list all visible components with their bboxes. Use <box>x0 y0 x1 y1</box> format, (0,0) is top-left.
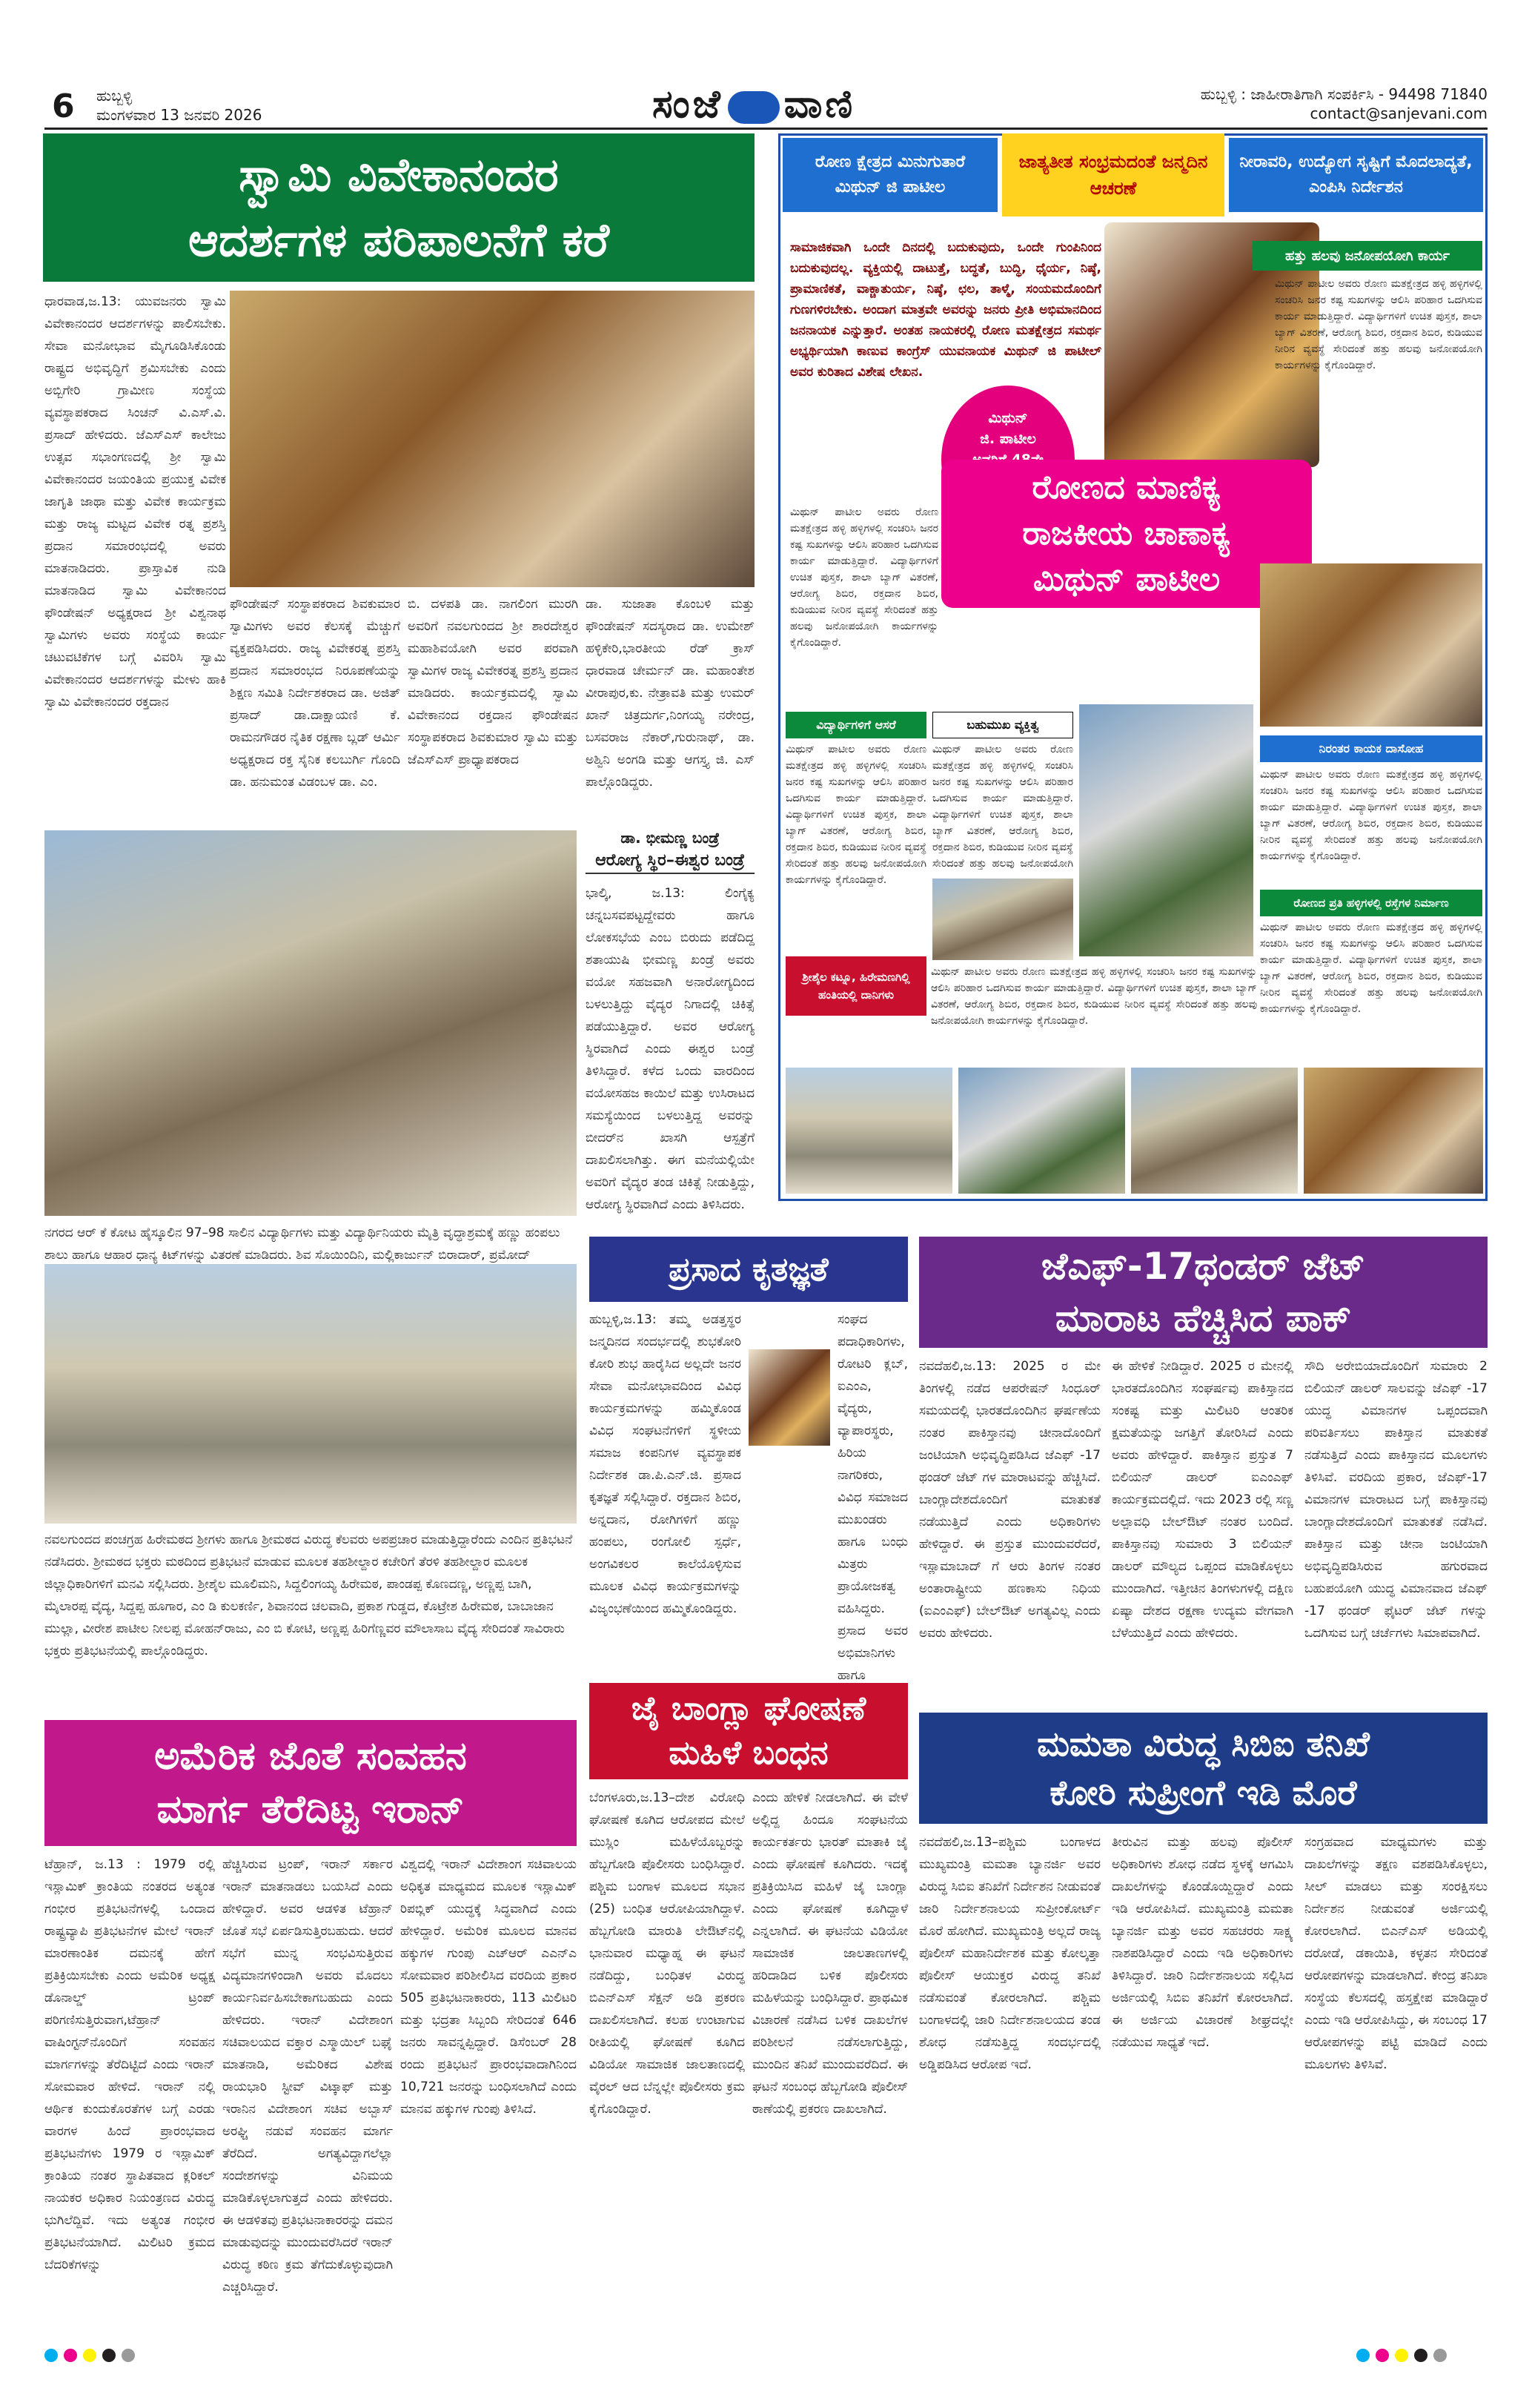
protest-caption: ನವಲಗುಂದದ ಪಂಚಗ್ರಹ ಹಿರೇಮಠದ ಶ್ರೀಗಳು ಹಾಗೂ ಶ್ರೀಮಠದ ವಿರುದ್ಧ ಕೆಲವರು ಅಪಪ್ರಚಾರ ಮಾಡುತ್ತಿದ್ದಾರೆಂದು ಎಂದಿನ ಪ್ರತಿಭಟನೆ ನಡೆಸಿದರು. ಶ್ರೀಮಠದ ಭಕ್ತರು ಮಠದಿಂದ ಪ್ರತಿಭಟನೆ ಮಾಡುವ ಮೂಲಕ ತಹಶೀಲ್ದಾರ ಕಚೇರಿಗೆ ತೆರಳಿ ತಹಶೀಲ್ದಾರ ಮೂಲಕ ಜಿಲ್ಲಾಧಿಕಾರಿಗಳಿಗೆ ಮನವಿ ಸಲ್ಲಿಸಿದರು. ಶ್ರೀಶೈಲ ಮೂಲಿಮನಿ, ಸಿದ್ದಲಿಂಗಯ್ಯ ಹಿರೇಮಠ, ಪಾಂಡಪ್ಪ ಕೊಣದಣ್ಣ, ಅಣ್ಣಪ್ಪ ಬಾಗಿ, ಮೈಲಾರಪ್ಪ ವೈದ್ಯ, ಸಿದ್ದಪ್ಪ ಹೂಗಾರ, ಎಂ ಡಿ ಕುಲಕರ್ಣಿ, ಶಿವಾನಂದ ಚಲವಾದಿ, ಪ್ರಕಾಶ ಗುಡ್ಡದ, ಕೊಟ್ರೇಶ ಹಿರೇಮಠ, ಬಾಬಾಜಾನ ಮುಲ್ಲಾ, ವೀರೇಶ ಪಾಟೀಲ ನೀಲಪ್ಪ ಮೋಹನ್‌ರಾಜು, ಎಂ ಬಿ ಕೋಟಿ, ಅಣ್ಣಪ್ಪ ಹಿರಿಗೆಣ್ಣವರ ಮೌಲಾಸಾಬ ವೈದ್ಯ ಸೇರಿದಂತೆ ಸಾವಿರಾರು ಭಕ್ತರು ಪ್ರತಿಭಟನೆಯಲ್ಲಿ ಪಾಲ್ಗೊಂಡಿದ್ದರು. <box>44 1532 573 1658</box>
headline-prasad: ಪ್ರಸಾದ ಕೃತಜ್ಞತೆ <box>589 1237 908 1302</box>
newspaper-logo <box>652 82 855 128</box>
black-dot-icon <box>1414 2349 1427 2362</box>
ad-birthday-badge: ಮಿಥುನ್ ಜಿ. ಪಾಟೀಲ <box>941 386 1075 534</box>
bandre-body: ಭಾಲ್ಕಿ, ಜ.13: ಲಿಂಗೈಕ್ಯ ಚನ್ನಬಸವಪಟ್ಟದ್ದೇವರು ಹಾಗೂ ಲೋಕಸಭೆಯ ಎಂಬ ಬಿರುದು ಪಡೆದಿದ್ದ ಶತಾಯುಷಿ ಭೀಮಣ್ಣ ಖಂಡ್ರೆ ಅವರು ವಯೋ ಸಹಜವಾಗಿ ಅನಾರೋಗ್ಯದಿಂದ ಬಳಲುತ್ತಿದ್ದು ವೈದ್ಯರ ನಿಗಾದಲ್ಲಿ ಚಿಕಿತ್ಸೆ ಪಡೆಯುತ್ತಿದ್ದಾರೆ. ಅವರ ಆರೋಗ್ಯ ಸ್ಥಿರವಾಗಿದೆ ಎಂದು ಈಶ್ವರ ಬಂಡ್ರೆ ತಿಳಿಸಿದ್ದಾರೆ. ಕಳೆದ ಒಂದು ವಾರದಿಂದ ವಯೋಸಹಜ ಕಾಯಿಲೆ ಮತ್ತು ಉಸಿರಾಟದ ಸಮಸ್ಯೆಯಿಂದ ಬಳಲುತ್ತಿದ್ದ ಅವರನ್ನು ಬೀದರ್‌ನ ಖಾಸಗಿ ಆಸ್ಪತ್ರೆಗೆ ದಾಖಲಿಸಲಾಗಿತ್ತು. ಈಗ ಮನೆಯಲ್ಲಿಯೇ ಅವರಿಗೆ ವೈದ್ಯರ ತಂಡ ಚಿಕಿತ್ಸೆ ನೀಡುತ್ತಿದ್ದು, ಆರೋಗ್ಯ ಸ್ಥಿರವಾಗಿದೆ ಎಂದು ತಿಳಿಸಿದರು. <box>586 886 755 1212</box>
bandre-kicker: ಡಾ. ಭೀಮಣ್ಣ ಬಂಡ್ರೆ <box>620 829 720 847</box>
ad-personality-text: ಮಿಥುನ್ ಪಾಟೀಲ ಅವರು ರೋಣ ಮತಕ್ಷೇತ್ರದ ಹಳ್ಳಿ ಹಳ್ಳಿಗಳಲ್ಲಿ ಸಂಚರಿಸಿ ಜನರ ಕಷ್ಟ ಸುಖಗಳನ್ನು ಆಲಿಸಿ ಪರಿಹಾರ ಒದಗಿಸುವ ಕಾರ್ಯ ಮಾಡುತ್ತಿದ್ದಾರೆ. ವಿದ್ಯಾರ್ಥಿಗಳಿಗೆ ಉಚಿತ ಪುಸ್ತಕ, ಶಾಲಾ ಬ್ಯಾಗ್ ವಿತರಣೆ, ಆರೋಗ್ಯ ಶಿಬಿರ, ರಕ್ತದಾನ ಶಿಬಿರ, ಕುಡಿಯುವ ನೀರಿನ ವ್ಯವಸ್ಥೆ ಸೇರಿದಂತೆ ಹತ್ತು ಹಲವು ಜನೋಪಯೋಗಿ <box>932 744 1073 870</box>
vivekananda-event-photo <box>230 291 755 587</box>
jai-bangla-col1: ಬೆಂಗಳೂರು,ಜ.13–ದೇಶ ವಿರೋಧಿ ಘೋಷಣೆ ಕೂಗಿದ ಆರೋಪದ ಮೇಲೆ ಮುಸ್ಲಿಂ ಮಹಿಳೆಯೊಬ್ಬರನ್ನು ಹೆಬ್ಬಗೋಡಿ ಪೊಲೀಸರು ಬಂಧಿಸಿದ್ದಾರೆ. ಪಶ್ಚಿಮ ಬಂಗಾಳ ಮೂಲದ ಸಭಾನ (25) ಬಂಧಿತ ಆರೋಪಿಯಾಗಿದ್ದಾಳೆ. ಹೆಬ್ಬಗೋಡಿ ಮಾರುತಿ ಲೇಔಟ್‌ನಲ್ಲಿ ಭಾನುವಾರ ಮಧ್ಯಾಹ್ನ ಈ ಘಟನೆ ನಡೆದಿದ್ದು, ಬಂಧಿತಳ ವಿರುದ್ಧ ಬಿಎನ್‌ಎಸ್ ಸೆಕ್ಷನ್ ಅಡಿ ಪ್ರಕರಣ ದಾಖಲಿಸಲಾಗಿದೆ. ಕಲಹ ಉಂಟಾಗುವ ರೀತಿಯಲ್ಲಿ ಘೋಷಣೆ ಕೂಗಿದ ವಿಡಿಯೋ ಸಾಮಾಜಿಕ ಜಾಲತಾಣದಲ್ಲಿ ವೈರಲ್ ಆದ ಬೆನ್ನಲ್ಲೇ ಪೊಲೀಸರು ಕ್ರಮ ಕೈಗೊಂಡಿದ್ದಾರೆ. <box>589 1790 745 2117</box>
logo-right-text: ವಾಣಿ <box>783 82 856 127</box>
vivekananda-body-mid2: ಬಿ. ದಳಪತಿ ಡಾ. ನಾಗಲಿಂಗ ಮುರಗಿ ಅವರಿಗೆ ನವಲಗುಂದದ ಶ್ರೀ ಶಾರದೇಶ್ವರ ಮಹಾಶಿವಯೋಗಿ ಅವರ ಪರವಾಗಿ ಸ್ವಾಮಿಗಳ ರಾಜ್ಯ ವಿವೇಕರತ್ನ ಪ್ರಶಸ್ತಿ ಪ್ರದಾನ ಮಾಡಿದರು. ಕಾರ್ಯಕ್ರಮದಲ್ಲಿ ಸ್ವಾಮಿ ವಿವೇಕಾನಂದ ರಕ್ತದಾನ ಫೌಂಡೇಷನ ಸಂಸ್ಥಾಪಕರಾದ ಶಿವಕುಮಾರ ಸ್ವಾಮಿ ಮತ್ತು ಜೆಎಸ್ಎಸ್ ಪ್ರಾಧ್ಯಾಪಕರಾದ <box>408 597 578 767</box>
logo-left-text: ಸಂಜೆ <box>652 82 723 127</box>
headline-iran: ಅಮೆರಿಕ ಜೊತೆ ಸಂವಹನ ಮಾರ್ಗ ತೆರೆದಿಟ್ಟ ಇರಾನ್ <box>44 1720 577 1846</box>
ad-small-tab-students: ವಿದ್ಯಾರ್ಥಿಗಳಿಗೆ ಆಸರೆ <box>786 712 926 738</box>
cyan-dot-icon <box>44 2349 58 2362</box>
ad-green-tab: ಹತ್ತು ಹಲವು ಜನೋಪಯೋಗಿ ಕಾರ್ಯ <box>1253 241 1482 271</box>
headline-vivekananda: ಸ್ವಾಮಿ ವಿವೇಕಾನಂದರ ಆದರ್ಶಗಳ ಪರಿಪಾಲನೆಗೆ ಕರೆ <box>43 133 755 282</box>
ad-dasoha-text: ಮಿಥುನ್ ಪಾಟೀಲ ಅವರು ರೋಣ ಮತಕ್ಷೇತ್ರದ ಹಳ್ಳಿ ಹಳ್ಳಿಗಳಲ್ಲಿ ಸಂಚರಿಸಿ ಜನರ ಕಷ್ಟ ಸುಖಗಳನ್ನು ಆಲಿಸಿ ಪರಿಹಾರ ಒದಗಿಸುವ ಕಾರ್ಯ ಮಾಡುತ್ತಿದ್ದಾರೆ. ವಿದ್ಯಾರ್ಥಿಗಳಿಗೆ ಉಚಿತ ಪುಸ್ತಕ, ಶಾಲಾ ಬ್ಯಾಗ್ ವಿತರಣೆ, ಆರೋಗ್ಯ ಶಿಬಿರ, ರಕ್ತದಾನ ಶಿಬಿರ, ಕುಡಿಯುವ ನೀರಿನ ವ್ಯವಸ್ಥೆ ಸೇರಿದಂತೆ ಹತ್ತು ಹಲವು ಜನೋಪಯೋಗಿ ಕಾರ್ಯಗಳನ್ನು ಕೈಗೊಂಡಿದ್ದಾರೆ. <box>1260 769 1482 862</box>
jf17-col3: ಸೌದಿ ಅರೇಬಿಯಾದೊಂದಿಗೆ ಸುಮಾರು 2 ಬಿಲಿಯನ್ ಡಾಲರ್ ಸಾಲವನ್ನು ಜೆಎಫ್ -17 ಯುದ್ಧ ವಿಮಾನಗಳ ಒಪ್ಪಂದವಾಗಿ ಪರಿವರ್ತಿಸಲು ಪಾಕಿಸ್ತಾನ ಮಾತುಕತೆ ನಡೆಸುತ್ತಿದೆ ಎಂದು ಪಾಕಿಸ್ತಾನದ ಮೂಲಗಳು ತಿಳಿಸಿವೆ. ವರದಿಯ ಪ್ರಕಾರ, ಜೆಎಫ್-17 ವಿಮಾನಗಳ ಮಾರಾಟದ ಬಗ್ಗೆ ಪಾಕಿಸ್ತಾನವು ಬಾಂಗ್ಲಾದೇಶದೊಂದಿಗೆ ಮಾತುಕತೆ ನಡೆಸಿದೆ. ಪಾಕಿಸ್ತಾನ ಮತ್ತು ಚೀನಾ ಜಂಟಿಯಾಗಿ ಅಭಿವೃದ್ಧಿಪಡಿಸಿರುವ ಹಗುರವಾದ ಬಹುಪಯೋಗಿ ಯುದ್ಧ ವಿಮಾನವಾದ ಜೆಎಫ್ -17 ಥಂಡರ್ ಫೈಟರ್ ಜೆಟ್ ಗಳನ್ನು ಒದಗಿಸುವ ಬಗ್ಗೆ ಚರ್ಚೆಗಳು ಸಿಮಾಪವಾಗಿದೆ. <box>1304 1359 1488 1641</box>
masthead-left <box>96 86 262 125</box>
registration-marks-right <box>1356 2349 1490 2364</box>
mamata-col3: ಸಂಗ್ರಹವಾದ ಮಾಧ್ಯಮಗಳು ಮತ್ತು ದಾಖಲೆಗಳನ್ನು ತಕ್ಷಣ ವಶಪಡಿಸಿಕೊಳ್ಳಲು, ಸೀಲ್ ಮಾಡಲು ಮತ್ತು ಸಂರಕ್ಷಿಸಲು ನಿರ್ದೇಶನ ನೀಡುವಂತೆ ಅರ್ಜಿಯಲ್ಲಿ ಕೋರಲಾಗಿದೆ. ಬಿಎನ್‌ಎಸ್ ಅಡಿಯಲ್ಲಿ ದರೋಡೆ, ಡಕಾಯಿತಿ, ಕಳ್ಳತನ ಸೇರಿದಂತೆ ಆರೋಪಗಳನ್ನು ಮಾಡಲಾಗಿದೆ. ಕೇಂದ್ರ ತನಿಖಾ ಸಂಸ್ಥೆಯ ಕೆಲಸದಲ್ಲಿ ಹಸ್ತಕ್ಷೇಪ ಮಾಡಿದ್ದಾರೆ ಎಂದು ಇಡಿ ಆರೋಪಿಸಿದ್ದು, ಈ ಸಂಬಂಧ 17 ಆರೋಪಗಳನ್ನು ಪಟ್ಟಿ ಮಾಡಿದೆ ಎಂದು ಮೂಲಗಳು ತಿಳಿಸಿವೆ. <box>1304 1835 1488 2072</box>
jf17-col1: ನವದೆಹಲಿ,ಜ.13: 2025 ರ ಮೇ ತಿಂಗಳಲ್ಲಿ ನಡೆದ ಆಪರೇಷನ್ ಸಿಂಧೂರ್ ಸಮಯದಲ್ಲಿ ಭಾರತದೊಂದಿಗಿನ ಘರ್ಷಣೆಯ ನಂತರ ಪಾಕಿಸ್ತಾನವು ಚೀನಾದೊಂದಿಗೆ ಜಂಟಿಯಾಗಿ ಅಭಿವೃದ್ಧಿಪಡಿಸಿದ ಜೆಎಫ್ -17 ಥಂಡರ್ ಜೆಟ್ ಗಳ ಮಾರಾಟವನ್ನು ಹೆಚ್ಚಿಸಿದೆ. ಬಾಂಗ್ಲಾದೇಶದೊಂದಿಗೆ ಮಾತುಕತೆ ನಡೆಯುತ್ತಿದೆ ಎಂದು ಅಧಿಕಾರಿಗಳು ಹೇಳಿದ್ದಾರೆ. ಈ ಪ್ರಸ್ತುತ ಮುಂದುವರೆದರೆ, ಇಸ್ಲಾಮಾಬಾದ್ ಗೆ ಆರು ತಿಂಗಳ ನಂತರ ಅಂತಾರಾಷ್ಟ್ರೀಯ ಹಣಕಾಸು ನಿಧಿಯ (ಐಎಂಎಫ್) ಬೇಲ್ಔಟ್ ಅಗತ್ಯವಿಲ್ಲ ಎಂದು ಅವರು ಹೇಳಿದರು. <box>919 1359 1101 1641</box>
ad-filler-left: ಮಿಥುನ್ ಪಾಟೀಲ ಅವರು ರೋಣ ಮತಕ್ಷೇತ್ರದ ಹಳ್ಳಿ ಹಳ್ಳಿಗಳಲ್ಲಿ ಸಂಚರಿಸಿ ಜನರ ಕಷ್ಟ ಸುಖಗಳನ್ನು ಆಲಿಸಿ ಪರಿಹಾರ ಒದಗಿಸುವ ಕಾರ್ಯ ಮಾಡುತ್ತಿದ್ದಾರೆ. ವಿದ್ಯಾರ್ಥಿಗಳಿಗೆ ಉಚಿತ ಪುಸ್ತಕ, ಶಾಲಾ ಬ್ಯಾಗ್ ವಿತರಣೆ, ಆರೋಗ್ಯ ಶಿಬಿರ, ರಕ್ತದಾನ ಶಿಬಿರ, ಕುಡಿಯುವ ನೀರಿನ ವ್ಯವಸ್ಥೆ ಸೇರಿದಂತೆ ಹತ್ತು ಹಲವು ಜನೋಪಯೋಗಿ ಕಾರ್ಯಗಳನ್ನು ಕೈಗೊಂಡಿದ್ದಾರೆ. <box>790 506 938 649</box>
mamata-col1: ನವದೆಹಲಿ,ಜ.13–ಪಶ್ಚಿಮ ಬಂಗಾಳದ ಮುಖ್ಯಮಂತ್ರಿ ಮಮತಾ ಬ್ಯಾನರ್ಜಿ ಅವರ ವಿರುದ್ಧ ಸಿಬಿಐ ತನಿಖೆಗೆ ನಿರ್ದೇಶನ ನೀಡುವಂತೆ ಜಾರಿ ನಿರ್ದೇಶನಾಲಯ ಸುಪ್ರೀಂಕೋರ್ಟ್ ಮೊರೆ ಹೋಗಿದೆ. ಮುಖ್ಯಮಂತ್ರಿ ಅಲ್ಲದೆ ರಾಜ್ಯ ಪೊಲೀಸ್ ಮಹಾನಿರ್ದೇಶಕ ಮತ್ತು ಕೋಲ್ಕತ್ತಾ ಪೊಲೀಸ್ ಆಯುಕ್ತರ ವಿರುದ್ಧ ತನಿಖೆ ನಡೆಸುವಂತೆ ಕೋರಲಾಗಿದೆ. ಪಶ್ಚಿಮ ಬಂಗಾಳದಲ್ಲಿ ಜಾರಿ ನಿರ್ದೇಶನಾಲಯದ ತಂಡ ಶೋಧ ನಡೆಸುತ್ತಿದ್ದ ಸಂದರ್ಭದಲ್ಲಿ ಅಡ್ಡಿಪಡಿಸಿದ ಆರೋಪ ಇದೆ. <box>919 1835 1101 2072</box>
ad-roads-text: ಮಿಥುನ್ ಪಾಟೀಲ ಅವರು ರೋಣ ಮತಕ್ಷೇತ್ರದ ಹಳ್ಳಿ ಹಳ್ಳಿಗಳಲ್ಲಿ ಸಂಚರಿಸಿ ಜನರ ಕಷ್ಟ ಸುಖಗಳನ್ನು ಆಲಿಸಿ ಪರಿಹಾರ ಒದಗಿಸುವ ಕಾರ್ಯ ಮಾಡುತ್ತಿದ್ದಾರೆ. ವಿದ್ಯಾರ್ಥಿಗಳಿಗೆ ಉಚಿತ ಪುಸ್ತಕ, ಶಾಲಾ ಬ್ಯಾಗ್ ವಿತರಣೆ, ಆರೋಗ್ಯ ಶಿಬಿರ, ರಕ್ತದಾನ ಶಿಬಿರ, ಕುಡಿಯುವ ನೀರಿನ ವ್ಯವಸ್ಥೆ ಸೇರಿದಂತೆ ಹತ್ತು ಹಲವು ಜನೋಪಯೋಗಿ ಕಾರ್ಯಗಳನ್ನು ಕೈಗೊಂಡಿದ್ದಾರೆ. <box>1260 922 1482 1015</box>
bandre-headline: ಆರೋಗ್ಯ ಸ್ಥಿರ–ಈಶ್ವರ ಬಂಡ್ರೆ <box>586 851 755 874</box>
registration-marks-left <box>44 2349 193 2364</box>
ad-sponsor-box: ಶ್ರೀಶೈಲ ಕಟ್ನೂ, ಹಿರೇಮಣಗಿಲ್ಲಿ ಹಂತಿಯಲ್ಲಿ ದಾನಿಗಳು <box>786 956 926 1016</box>
jai-bangla-col2: ಎಂದು ಹೇಳಿಕೆ ನೀಡಲಾಗಿದೆ. ಈ ವೇಳೆ ಅಲ್ಲಿದ್ದ ಹಿಂದೂ ಸಂಘಟನೆಯ ಕಾರ್ಯಕರ್ತರು ಭಾರತ್ ಮಾತಾಕಿ ಜೈ ಎಂದು ಘೋಷಣೆ ಕೂಗಿದರು. ಇದಕ್ಕೆ ಪ್ರತಿಕ್ರಿಯಿಸಿದ ಮಹಿಳೆ ಜೈ ಬಾಂಗ್ಲಾ ಎಂದು ಘೋಷಣೆ ಕೂಗಿದ್ದಾಳೆ ಎನ್ನಲಾಗಿದೆ. ಈ ಘಟನೆಯ ವಿಡಿಯೋ ಸಾಮಾಜಿಕ ಜಾಲತಾಣಗಳಲ್ಲಿ ಹರಿದಾಡಿದ ಬಳಿಕ ಪೊಲೀಸರು ಮಹಿಳೆಯನ್ನು ಬಂಧಿಸಿದ್ದಾರೆ. ಪ್ರಾಥಮಿಕ ವಿಚಾರಣೆ ನಡೆಸಿದ ಬಳಿಕ ದಾಖಲೆಗಳ ಪರಿಶೀಲನೆ ನಡೆಸಲಾಗುತ್ತಿದ್ದು, ಮುಂದಿನ ತನಿಖೆ ಮುಂದುವರೆದಿದೆ. ಈ ಘಟನೆ ಸಂಬಂಧ ಹೆಬ್ಬಗೋಡಿ ಪೊಲೀಸ್ ಠಾಣೆಯಲ್ಲಿ ಪ್ರಕರಣ ದಾಖಲಾಗಿದೆ. <box>752 1790 908 2117</box>
grey-dot-icon <box>1433 2349 1447 2362</box>
ad-tab-3: ನೀರಾವರಿ, ಉದ್ಯೋಗ ಸೃಷ್ಟಿಗೆ ಮೊದಲಾದ್ಯತೆ, ಎಂಪಿಸಿ ನಿರ್ದೇಶನ <box>1229 138 1483 212</box>
page-number: 6 <box>52 87 75 125</box>
ad-strip-photo-3 <box>1131 1068 1298 1194</box>
yellow-dot-icon <box>83 2349 96 2362</box>
vivekananda-body-mid1: ಫೌಂಡೇಷನ್ ಸಂಸ್ಥಾಪಕರಾದ ಶಿವಕುಮಾರ ಸ್ವಾಮಿಗಳು ಅವರ ಕೆಲಸಕ್ಕೆ ಮೆಚ್ಚುಗೆ ವ್ಯಕ್ತಪಡಿಸಿದರು. ರಾಜ್ಯ ವಿವೇಕರತ್ನ ಪ್ರಶಸ್ತಿ ಪ್ರದಾನ ಸಮಾರಂಭದ ನಿರೂಪಣೆಯನ್ನು ಶಿಕ್ಷಣ ಸಮಿತಿ ನಿರ್ದೇಶಕರಾದ ಡಾ. ಅಜಿತ್ ಪ್ರಸಾದ್ ಡಾ.ದಾಕ್ಷಾಯಣಿ ಕೆ. ರಾಮನಗೌಡರ ನೈತಿಕ ರಕ್ಷಣಾ ಬ್ಲಡ್ ಆರ್ಮಿ ಅಧ್ಯಕ್ಷರಾದ ರಕ್ತ ಸೈನಿಕ ಕಲಬುರ್ಗಿ ಗೊಂದಿ ಡಾ. ಹನುಮಂತ ವಿಡಂಬಳ ಡಾ. ಎಂ. <box>230 597 400 790</box>
black-dot-icon <box>102 2349 116 2362</box>
masthead-right <box>1201 85 1488 123</box>
ad-contact-line: ಹುಬ್ಬಳ್ಳಿ : ಜಾಹೀರಾತಿಗಾಗಿ ಸಂಪರ್ಕಿಸಿ - 94498 71840 <box>1200 85 1488 103</box>
ad-small-tab-roads: ರೋಣದ ಪ್ರತಿ ಹಳ್ಳಿಗಳಲ್ಲಿ ರಸ್ತೆಗಳ ನಿರ್ಮಾಣ <box>1260 890 1482 916</box>
city-label: ಹುಬ್ಬಳ್ಳಿ <box>96 87 133 105</box>
ad-tab-1: ರೋಣ ಕ್ಷೇತ್ರದ ಮಿನುಗುತಾರೆ ಮಿಥುನ್ ಜಿ ಪಾಟೀಲ <box>783 138 998 212</box>
ad-strip-photo-2 <box>958 1068 1125 1194</box>
ad-group-photo-small <box>932 879 1073 960</box>
protest-photo <box>44 1264 577 1524</box>
iran-col3: ವಿಶ್ವದಲ್ಲಿ ಇರಾನ್ ವಿದೇಶಾಂಗ ಸಚಿವಾಲಯ ಅಧಿಕೃತ ಮಾಧ್ಯಮದ ಮೂಲಕ ಇಸ್ಲಾಮಿಕ್ ರಿಪಬ್ಲಿಕ್ ಯುದ್ಧಕ್ಕೆ ಸಿದ್ಧವಾಗಿದೆ ಎಂದು ಹೇಳಿದ್ದಾರೆ. ಅಮೆರಿಕ ಮೂಲದ ಮಾನವ ಹಕ್ಕುಗಳ ಗುಂಪು ಎಚ್‌ಆರ್ ಎಎನ್‌ಎ ಸೋಮವಾರ ಪರಿಶೀಲಿಸಿದ ವರದಿಯ ಪ್ರಕಾರ 505 ಪ್ರತಿಭಟನಾಕಾರರು, 113 ಮಿಲಿಟರಿ ಮತ್ತು ಭದ್ರತಾ ಸಿಬ್ಬಂದಿ ಸೇರಿದಂತೆ 646 ಜನರು ಸಾವನ್ನಪ್ಪಿದ್ದಾರೆ. ಡಿಸೆಂಬರ್ 28 ರಂದು ಪ್ರತಿಭಟನೆ ಪ್ರಾರಂಭವಾದಾಗಿನಿಂದ 10,721 ಜನರನ್ನು ಬಂಧಿಸಲಾಗಿದೆ ಎಂದು ಮಾನವ ಹಕ್ಕುಗಳ ಗುಂಪು ತಿಳಿಸಿದೆ. <box>400 1857 577 2117</box>
prasad-body-col2: ಸಂಘದ ಪದಾಧಿಕಾರಿಗಳು, ರೋಟರಿ ಕ್ಲಬ್, ಐಎಂಎ, ವೈದ್ಯರು, ವ್ಯಾಪಾರಸ್ಥರು, ಹಿರಿಯ ನಾಗರಿಕರು, ವಿವಿಧ ಸಮಾಜದ ಮುಖಂಡರು ಹಾಗೂ ಬಂಧು ಮಿತ್ರರು ಪ್ರಾಯೋಜಕತ್ವ ವಹಿಸಿದ್ದರು. ಪ್ರಸಾದ ಅವರ ಅಭಿಮಾನಿಗಳು ಹಾಗೂ <box>838 1312 908 1683</box>
headline-mamata: ಮಮತಾ ವಿರುದ್ಧ ಸಿಬಿಐ ತನಿಖೆ ಕೋರಿ ಸುಪ್ರೀಂಗೆ ಇಡಿ ಮೊರೆ <box>919 1713 1488 1824</box>
masthead <box>44 74 1488 126</box>
headline-jf17: ಜೆಎಫ್-17ಥಂಡರ್ ಜೆಟ್ ಮಾರಾಟ ಹೆಚ್ಚಿಸಿದ ಪಾಕ್ <box>919 1237 1488 1348</box>
ad-small-tab-dasoha: ನಿರಂತರ ಕಾಯಕ ದಾಸೋಹ <box>1260 735 1482 762</box>
iran-col1: ಟೆಹ್ರಾನ್, ಜ.13 : 1979 ರಲ್ಲಿ ಇಸ್ಲಾಮಿಕ್ ಕ್ರಾಂತಿಯ ನಂತರದ ಅತ್ಯಂತ ಗಂಭೀರ ಪ್ರತಿಭಟನೆಗಳಲ್ಲಿ ಒಂದಾದ ರಾಷ್ಟ್ರವ್ಯಾಪಿ ಪ್ರತಿಭಟನೆಗಳ ಮೇಲೆ ಇರಾನ್ ಮಾರಣಾಂತಿಕ ದಮನಕ್ಕೆ ಹೇಗೆ ಪ್ರತಿಕ್ರಿಯಿಸಬೇಕು ಎಂದು ಅಮೆರಿಕ ಅಧ್ಯಕ್ಷ ಡೊನಾಲ್ಡ್ ಟ್ರಂಪ್ ಪರಿಗಣಿಸುತ್ತಿರುವಾಗ,ಟೆಹ್ರಾನ್ ವಾಷಿಂಗ್ಟನ್‌ನೊಂದಿಗೆ ಸಂವಹನ ಮಾರ್ಗಗಳನ್ನು ತೆರೆದಿಟ್ಟಿದೆ ಎಂದು ಇರಾನ್ ಸೋಮವಾರ ಹೇಳಿದೆ. ಇರಾನ್ ನಲ್ಲಿ ಆರ್ಥಿಕ ಕುಂದುಕೊರತೆಗಳ ಬಗ್ಗೆ ಎರಡು ವಾರಗಳ ಹಿಂದೆ ಪ್ರಾರಂಭವಾದ ಪ್ರತಿಭಟನೆಗಳು 1979 ರ ಇಸ್ಲಾಮಿಕ್ ಕ್ರಾಂತಿಯ ನಂತರ ಸ್ಥಾಪಿತವಾದ ಕ್ಲರಿಕಲ್ ನಾಯಕರ ಅಧಿಕಾರ ನಿಯಂತ್ರಣದ ವಿರುದ್ಧ ಭುಗಿಲೆದ್ದಿವೆ. ಇದು ಅತ್ಯಂತ ಗಂಭೀರ ಪ್ರತಿಭಟನೆಯಾಗಿದೆ. ಮಿಲಿಟರಿ ಕ್ರಮದ ಬೆದರಿಕೆಗಳನ್ನು <box>44 1857 215 2272</box>
ad-walking-photo <box>1079 704 1253 956</box>
ad-students-text: ಮಿಥುನ್ ಪಾಟೀಲ ಅವರು ರೋಣ ಮತಕ್ಷೇತ್ರದ ಹಳ್ಳಿ ಹಳ್ಳಿಗಳಲ್ಲಿ ಸಂಚರಿಸಿ ಜನರ ಕಷ್ಟ ಸುಖಗಳನ್ನು ಆಲಿಸಿ ಪರಿಹಾರ ಒದಗಿಸುವ ಕಾರ್ಯ ಮಾಡುತ್ತಿದ್ದಾರೆ. ವಿದ್ಯಾರ್ಥಿಗಳಿಗೆ ಉಚಿತ ಪುಸ್ತಕ, ಶಾಲಾ ಬ್ಯಾಗ್ ವಿತರಣೆ, ಆರೋಗ್ಯ ಶಿಬಿರ, ರಕ್ತದಾನ ಶಿಬಿರ, ಕುಡಿಯುವ ನೀರಿನ ವ್ಯವಸ್ಥೆ ಸೇರಿದಂತೆ ಹತ್ತು ಹಲವು ಜನೋಪಯೋಗಿ ಕಾರ್ಯಗಳನ್ನು ಕೈಗೊಂಡಿದ್ದಾರೆ. <box>786 744 926 886</box>
jf17-col2: ಈ ಹೇಳಿಕೆ ನೀಡಿದ್ದಾರೆ. 2025 ರ ಮೇನಲ್ಲಿ ಭಾರತದೊಂದಿಗಿನ ಸಂಘರ್ಷವು ಪಾಕಿಸ್ತಾನದ ಸಂಕಷ್ಟ ಮತ್ತು ಮಿಲಿಟರಿ ಆಂತರಿಕ ಕ್ಷಮತೆಯನ್ನು ಜಗತ್ತಿಗೆ ತೋರಿಸಿದೆ ಎಂದು ಅವರು ಹೇಳಿದ್ದಾರೆ. ಪಾಕಿಸ್ತಾನ ಪ್ರಸ್ತುತ 7 ಬಿಲಿಯನ್ ಡಾಲರ್ ಐಎಂಎಫ್ ಕಾರ್ಯಕ್ರಮದಲ್ಲಿದೆ. ಇದು 2023 ರಲ್ಲಿ ಸಣ್ಣ ಅಲ್ಪಾವಧಿ ಬೇಲ್ಔಟ್ ನಂತರ ಬಂದಿದೆ. ಪಾಕಿಸ್ತಾನವು ಸುಮಾರು 3 ಬಿಲಿಯನ್ ಡಾಲರ್ ಮೌಲ್ಯದ ಒಪ್ಪಂದ ಮಾಡಿಕೊಳ್ಳಲು ಮುಂದಾಗಿದೆ. ಇತ್ತೀಚಿನ ತಿಂಗಳುಗಳಲ್ಲಿ ದಕ್ಷಿಣ ಏಷ್ಯಾ ದೇಶದ ರಕ್ಷಣಾ ಉದ್ಯಮ ವೇಗವಾಗಿ ಬೆಳೆಯುತ್ತಿದೆ ಎಂದು ಹೇಳಿದರು. <box>1112 1359 1293 1641</box>
yellow-dot-icon <box>1395 2349 1408 2362</box>
grey-dot-icon <box>122 2349 135 2362</box>
ad-event-photo-right <box>1260 563 1482 727</box>
ad-strip-photo-4 <box>1304 1068 1483 1194</box>
ad-tab-2: ಜಾತ್ಯತೀತ ಸಂಭ್ರಮದಂತೆ ಜನ್ಮದಿನ ಆಚರಣೆ <box>1002 133 1224 216</box>
ad-small-tab-personality: ಬಹುಮುಖ ವ್ಯಕ್ತಿತ್ವ <box>932 712 1073 738</box>
old-age-home-caption: ನಗರದ ಆರ್ ಕೆ ಕೋಟ ಹೈಸ್ಕೂಲಿನ 97–98 ಸಾಲಿನ ವಿದ್ಯಾರ್ಥಿಗಳು ಮತ್ತು ವಿದ್ಯಾರ್ಥಿನಿಯರು ಮೈತ್ರಿ ವೃದ್ಧಾಶ್ರಮಕ್ಕೆ ಹಣ್ಣು ಹಂಪಲು ಶಾಲು ಹಾಗೂ ಆಹಾರ ಧಾನ್ಯ ಕಿಟ್‌ಗಳನ್ನು ವಿತರಣೆ ಮಾಡಿದರು. ಶಿವ ಸೊಯಿಂದಿನಿ, ಮಲ್ಲಿಕಾರ್ಜುನ್ ಬಿರಾದಾರ್, ಪ್ರಮೋದ್ <box>44 1226 560 1263</box>
contact-email: contact@sanjevani.com <box>1310 105 1488 122</box>
headline-jai-bangla: ಜೈ ಬಾಂಗ್ಲಾ ಘೋಷಣೆ ಮಹಿಳೆ ಬಂಧನ <box>589 1683 908 1779</box>
ad-pink-title: ರೋಣದ ಮಾಣಿಕ್ಯ ರಾಜಕೀಯ ಚಾಣಾಕ್ಯ ಮಿಥುನ್ ಪಾಟೀಲ <box>941 460 1312 608</box>
issue-date: ಮಂಗಳವಾರ 13 ಜನವರಿ 2026 <box>96 106 262 124</box>
ad-strip-photo-1 <box>786 1068 952 1194</box>
iran-col2: ಹೆಚ್ಚಿಸಿರುವ ಟ್ರಂಪ್, ಇರಾನ್ ಸರ್ಕಾರ ಇರಾನ್ ಮಾತನಾಡಲು ಬಯಸಿದೆ ಎಂದು ಹೇಳಿದ್ದಾರೆ. ಅವರ ಆಡಳಿತ ಟೆಹ್ರಾನ್ ಜೊತೆ ಸಭೆ ಏರ್ಪಡಿಸುತ್ತಿರಬಹುದು. ಆದರೆ ಸಭೆಗೆ ಮುನ್ನ ಸಂಭವಿಸುತ್ತಿರುವ ವಿದ್ಯಮಾನಗಳಿಂದಾಗಿ ಅವರು ಮೊದಲು ಕಾರ್ಯನಿರ್ವಹಿಸಬೇಕಾಗಬಹುದು ಎಂದು ಹೇಳಿದರು. ಇರಾನ್ ವಿದೇಶಾಂಗ ಸಚಿವಾಲಯದ ವಕ್ತಾರ ಎಸ್ಮಾಯಿಲ್ ಬಘೈ ಮಾತನಾಡಿ, ಅಮೆರಿಕದ ವಿಶೇಷ ರಾಯಭಾರಿ ಸ್ಟೀವ್ ವಿಟ್ಕಾಫ್ ಮತ್ತು ಇರಾನಿನ ವಿದೇಶಾಂಗ ಸಚಿವ ಅಬ್ಬಾಸ್ ಅರಘ್ಚಿ ನಡುವೆ ಸಂವಹನ ಮಾರ್ಗ ತೆರೆದಿದೆ. ಅಗತ್ಯವಿದ್ದಾಗಲೆಲ್ಲಾ ಸಂದೇಶಗಳನ್ನು ವಿನಿಮಯ ಮಾಡಿಕೊಳ್ಳಲಾಗುತ್ತದೆ ಎಂದು ಹೇಳಿದರು. ಈ ಆಡಳಿತವು ಪ್ರತಿಭಟನಾಕಾರರನ್ನು ದಮನ ಮಾಡುವುದನ್ನು ಮುಂದುವರೆಸಿದರೆ ಇರಾನ್ ವಿರುದ್ಧ ಕಠಿಣ ಕ್ರಮ ತೆಗೆದುಕೊಳ್ಳುವುದಾಗಿ ಎಚ್ಚರಿಸಿದ್ದಾರೆ. <box>222 1857 393 2295</box>
vivekananda-body-right: ಡಾ. ಸುಜಾತಾ ಕೊಂಬಳಿ ಮತ್ತು ಫೌಂಡೇಷನ್ ಸದಸ್ಯರಾದ ಡಾ. ಉಮೇಶ್ ಹಳ್ಳಿಕೇರಿ,ಭಾರತೀಯ ರೆಡ್ ಕ್ರಾಸ್ ಧಾರವಾಡ ಚೇರ್ಮನ್ ಡಾ. ಮಹಾಂತೇಶ ವೀರಾಪುರ,ಕು. ನೇತ್ರಾವತಿ ಮತ್ತು ಉಮರ್ ಖಾನ್ ಚಿತ್ರದುರ್ಗ,ನಿಂಗಯ್ಯ ನರೇಂದ್ರ, ಬಸವರಾಜ ನೆಕಾರ್,ಗುರುನಾಥ್, ಡಾ. ಅಶ್ವಿನಿ ಅಂಗಡಿ ಮತ್ತು ಆಗಸ್ತ್ಯ ಜಿ. ಎಸ್ ಪಾಲ್ಗೊಂಡಿದ್ದರು. <box>586 597 755 790</box>
mamata-col2: ತೀರುವಿನ ಮತ್ತು ಹಲವು ಪೊಲೀಸ್ ಅಧಿಕಾರಿಗಳು ಶೋಧ ನಡೆದ ಸ್ಥಳಕ್ಕೆ ಆಗಮಿಸಿ ದಾಖಲೆಗಳನ್ನು ಕೊಂಡೊಯ್ದಿದ್ದಾರೆ ಎಂದು ಇಡಿ ಆರೋಪಿಸಿದೆ. ಮುಖ್ಯಮಂತ್ರಿ ಮಮತಾ ಬ್ಯಾನರ್ಜಿ ಮತ್ತು ಅವರ ಸಹಚರರು ಸಾಕ್ಷ್ಯ ನಾಶಪಡಿಸಿದ್ದಾರೆ ಎಂದು ಇಡಿ ಅಧಿಕಾರಿಗಳು ತಿಳಿಸಿದ್ದಾರೆ. ಜಾರಿ ನಿರ್ದೇಶನಾಲಯ ಸಲ್ಲಿಸಿದ ಅರ್ಜಿಯಲ್ಲಿ ಸಿಬಿಐ ತನಿಖೆಗೆ ಕೋರಲಾಗಿದೆ. ಈ ಅರ್ಜಿಯ ವಿಚಾರಣೆ ಶೀಘ್ರದಲ್ಲೇ ನಡೆಯುವ ಸಾಧ್ಯತೆ ಇದೆ. <box>1112 1835 1293 2050</box>
masthead-rule <box>44 128 1488 130</box>
ad-filler-right: ಮಿಥುನ್ ಪಾಟೀಲ ಅವರು ರೋಣ ಮತಕ್ಷೇತ್ರದ ಹಳ್ಳಿ ಹಳ್ಳಿಗಳಲ್ಲಿ ಸಂಚರಿಸಿ ಜನರ ಕಷ್ಟ ಸುಖಗಳನ್ನು ಆಲಿಸಿ ಪರಿಹಾರ ಒದಗಿಸುವ ಕಾರ್ಯ ಮಾಡುತ್ತಿದ್ದಾರೆ. ವಿದ್ಯಾರ್ಥಿಗಳಿಗೆ ಉಚಿತ ಪುಸ್ತಕ, ಶಾಲಾ ಬ್ಯಾಗ್ ವಿತರಣೆ, ಆರೋಗ್ಯ ಶಿಬಿರ, ರಕ್ತದಾನ ಶಿಬಿರ, ಕುಡಿಯುವ ನೀರಿನ ವ್ಯವಸ್ಥೆ ಸೇರಿದಂತೆ ಹತ್ತು ಹಲವು ಜನೋಪಯೋಗಿ ಕಾರ್ಯಗಳನ್ನು ಕೈಗೊಂಡಿದ್ದಾರೆ. <box>1275 278 1482 371</box>
old-age-home-photo <box>44 830 577 1216</box>
magenta-dot-icon <box>1376 2349 1389 2362</box>
magenta-dot-icon <box>64 2349 77 2362</box>
vivekananda-body-left: ಧಾರವಾಡ,ಜ.13: ಯುವಜನರು ಸ್ವಾಮಿ ವಿವೇಕಾನಂದರ ಆದರ್ಶಗಳನ್ನು ಪಾಲಿಸಬೇಕು. ಸೇವಾ ಮನೋಭಾವ ಮೈಗೂಡಿಸಿಕೊಂಡು ರಾಷ್ಟ್ರದ ಅಭಿವೃದ್ಧಿಗೆ ಶ್ರಮಿಸಬೇಕು ಎಂದು ಅಬ್ಬಿಗೇರಿ ಗ್ರಾಮೀಣ ಸಂಸ್ಥೆಯ ವ್ಯವಸ್ಥಾಪಕರಾದ ಸಿಂಚನ್ ವಿ.ಎಸ್.ವಿ. ಪ್ರಸಾದ್ ಹೇಳಿದರು. ಜೆಎಸ್ಎಸ್ ಕಾಲೇಜು ಉತ್ಸವ ಸಭಾಂಗಣದಲ್ಲಿ ಶ್ರೀ ಸ್ವಾಮಿ ವಿವೇಕಾನಂದರ ಜಯಂತಿಯ ಪ್ರಯುಕ್ತ ವಿವೇಕ ಜಾಗೃತಿ ಜಾಥಾ ಮತ್ತು ವಿವೇಕ ಕಾರ್ಯಕ್ರಮ ಮತ್ತು ರಾಜ್ಯ ಮಟ್ಟದ ವಿವೇಕ ರತ್ನ ಪ್ರಶಸ್ತಿ ಪ್ರದಾನ ಸಮಾರಂಭದಲ್ಲಿ ಅವರು ಮಾತನಾಡಿದರು. ಪ್ರಾಸ್ತಾವಿಕ ನುಡಿ ಮಾತನಾಡಿದ ಸ್ವಾಮಿ ವಿವೇಕಾನಂದ ಫೌಂಡೇಷನ್ ಅಧ್ಯಕ್ಷರಾದ ಶ್ರೀ ವಿಶ್ವನಾಥ ಸ್ವಾಮಿಗಳು ಅವರು ಸಂಸ್ಥೆಯ ಕಾರ್ಯ ಚಟುವಟಿಕೆಗಳ ಬಗ್ಗೆ ವಿವರಿಸಿ ಸ್ವಾಮಿ ವಿವೇಕಾನಂದರ ಆದರ್ಶಗಳನ್ನು ಮೇಳು ಹಾಕಿ ಸ್ವಾಮಿ ವಿವೇಕಾನಂದರ ರಕ್ತದಾನ <box>44 294 226 710</box>
cyan-dot-icon <box>1356 2349 1370 2362</box>
ad-bottom-text: ಮಿಥುನ್ ಪಾಟೀಲ ಅವರು ರೋಣ ಮತಕ್ಷೇತ್ರದ ಹಳ್ಳಿ ಹಳ್ಳಿಗಳಲ್ಲಿ ಸಂಚರಿಸಿ ಜನರ ಕಷ್ಟ ಸುಖಗಳನ್ನು ಆಲಿಸಿ ಪರಿಹಾರ ಒದಗಿಸುವ ಕಾರ್ಯ ಮಾಡುತ್ತಿದ್ದಾರೆ. ವಿದ್ಯಾರ್ಥಿಗಳಿಗೆ ಉಚಿತ ಪುಸ್ತಕ, ಶಾಲಾ ಬ್ಯಾಗ್ ವಿತರಣೆ, ಆರೋಗ್ಯ ಶಿಬಿರ, ರಕ್ತದಾನ ಶಿಬಿರ, ಕುಡಿಯುವ ನೀರಿನ ವ್ಯವಸ್ಥೆ ಸೇರಿದಂತೆ ಹತ್ತು ಹಲವು ಜನೋಪಯೋಗಿ ಕಾರ್ಯಗಳನ್ನು ಕೈಗೊಂಡಿದ್ದಾರೆ. <box>931 966 1257 1027</box>
logo-badge-icon <box>728 91 780 124</box>
ad-intro: ಸಾಮಾಜಿಕವಾಗಿ ಒಂದೇ ದಿನದಲ್ಲಿ ಬದುಕುವುದು, ಒಂದೇ ಗುಂಪಿನಿಂದ ಬದುಕುವುದಲ್ಲ. ವ್ಯಕ್ತಿಯಲ್ಲಿ ದಾಟುತ್ತೆ, ಬದ್ಧತೆ, ಬುದ್ಧಿ, ಧೈರ್ಯ, ನಿಷ್ಠೆ, ಪ್ರಾಮಾಣಿಕತೆ, ವಾಕ್ಚಾತುರ್ಯ, ನಿಷ್ಠೆ, ಛಲ, ತಾಳ್ಮೆ, ಸಂಯಮದೊಂದಿಗೆ ಗುಣಗಳಿರಬೇಕು. ಅಂದಾಗ ಮಾತ್ರವೇ ಅವರನ್ನು ಜನರು ಪ್ರೀತಿ ಅಭಿಮಾನದಿಂದ ಜನನಾಯಕ ಎನ್ನುತ್ತಾರೆ. ಅಂತಹ ನಾಯಕರಲ್ಲಿ ರೋಣ ಮತಕ್ಷೇತ್ರದ ಸಮರ್ಥ ಅಭ್ಯರ್ಥಿಯಾಗಿ ಕಾಣುವ ಕಾಂಗ್ರೆಸ್ ಯುವನಾಯಕ ಮಿಥುನ್ ಜಿ ಪಾಟೀಲ್ ಅವರ ಕುರಿತಾದ ವಿಶೇಷ ಲೇಖನ. <box>790 240 1101 380</box>
prasad-body-col1: ಹುಬ್ಬಳ್ಳಿ,ಜ.13: ತಮ್ಮ ಅಡತ್ತಸ್ಥರ ಜನ್ಮದಿನದ ಸಂದರ್ಭದಲ್ಲಿ ಶುಭಕೋರಿ ಕೋರಿ ಶುಭ ಹಾರೈಸಿದ ಅಲ್ಲದೇ ಜನರ ಸೇವಾ ಮನೋಭಾವದಿಂದ ವಿವಿಧ ಕಾರ್ಯಕ್ರಮಗಳನ್ನು ಹಮ್ಮಿಕೊಂಡ ವಿವಿಧ ಸಂಘಟನೆಗಳಿಗೆ ಸ್ಥಳೀಯ ಸಮಾಜ ಕಂಪನಿಗಳ ವ್ಯವಸ್ಥಾಪಕ ನಿರ್ದೇಶಕ ಡಾ.ಪಿ.ಎನ್.ಜಿ. ಪ್ರಸಾದ ಕೃತಜ್ಞತೆ ಸಲ್ಲಿಸಿದ್ದಾರೆ. ರಕ್ತದಾನ ಶಿಬಿರ, ಅನ್ನದಾನ, ರೋಗಿಗಳಿಗೆ ಹಣ್ಣು ಹಂಪಲು, ರಂಗೋಲಿ ಸ್ಪರ್ಧೆ, ಅಂಗವಿಕಲರ ಕಾಲೆಯೊಳ್ಳಿಸುವ ಮೂಲಕ ವಿವಿಧ ಕಾರ್ಯಕ್ರಮಗಳನ್ನು ವಿಜೃಂಭಣೆಯಿಂದ ಹಮ್ಮಿಕೊಂಡಿದ್ದರು. <box>589 1312 741 1616</box>
